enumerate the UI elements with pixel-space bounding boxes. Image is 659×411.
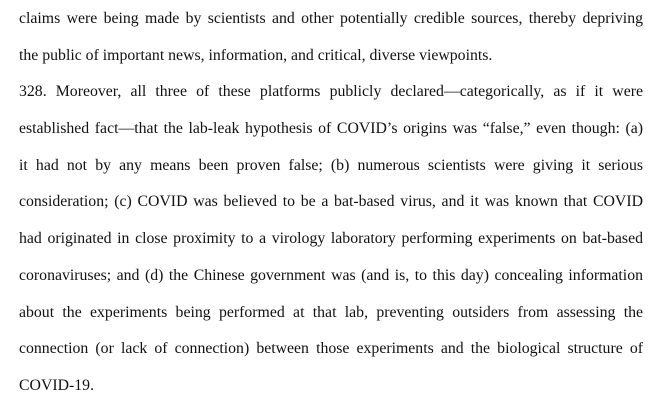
text-line: coronaviruses; and (d) the Chinese government was (and is, to this day) concealing information	[19, 267, 643, 284]
text-line: had originated in close proximity to a virology laboratory performing experiments on bat-based	[19, 230, 643, 247]
text-line: about the experiments being performed at that lab, preventing outsiders from assessing the	[19, 304, 643, 321]
text-line: connection (or lack of connection) between those experiments and the biological structure of	[19, 340, 643, 357]
text-line: the public of important news, information, and critical, diverse viewpoints.	[19, 47, 493, 64]
paragraph-328-start: 328. Moreover, all three of these platforms publicly declared—categorically, as if it were	[19, 83, 643, 100]
text-line: claims were being made by scientists and other potentially credible sources, thereby depriving	[19, 10, 643, 27]
text-line: consideration; (c) COVID was believed to be a bat-based virus, and it was known that COVID	[19, 193, 643, 210]
text-line: COVID-19.	[19, 377, 95, 394]
text-line: it had not by any means been proven false; (b) numerous scientists were giving it serious	[19, 157, 643, 174]
text-line: established fact—that the lab-leak hypothesis of COVID’s origins was “false,” even though: (a)	[19, 120, 643, 137]
